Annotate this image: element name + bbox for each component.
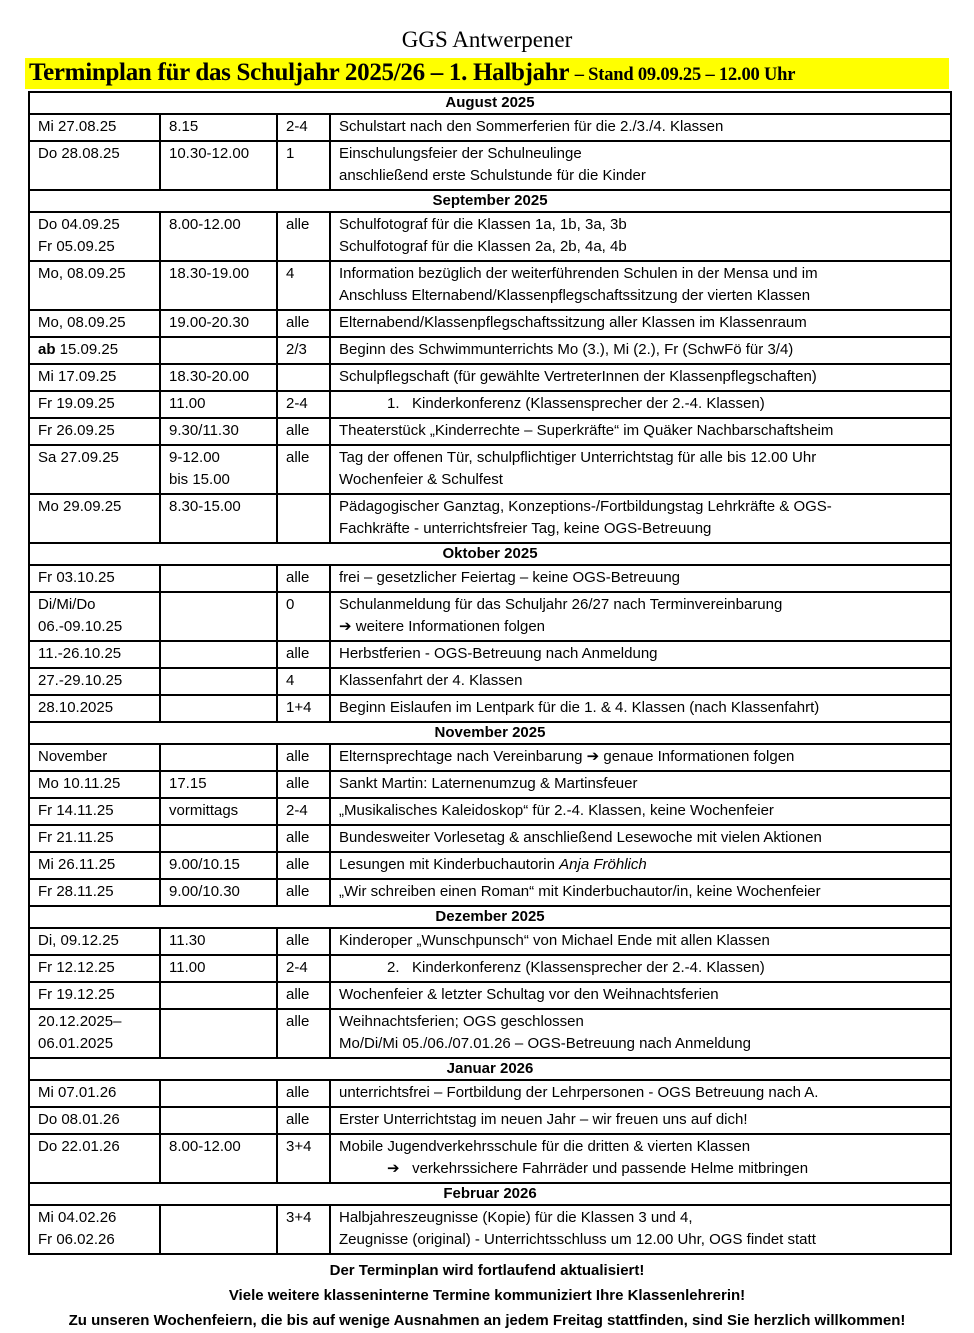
date-cell bbox=[29, 261, 160, 310]
cell-line: 9-12.00 bbox=[169, 449, 220, 466]
cell-line: 8.00-12.00 bbox=[169, 1138, 241, 1155]
cell-line: unterrichtsfrei – Fortbildung der Lehrpersonen - OGS Betreuung nach A. bbox=[339, 1084, 819, 1101]
date-cell bbox=[29, 641, 160, 668]
cell-line: 11.00 bbox=[169, 959, 206, 976]
time-cell bbox=[160, 641, 277, 668]
cell-line: bis 15.00 bbox=[169, 471, 230, 488]
cell-line: 2. Kinderkonferenz (Klassensprecher der 2.-4. Klassen) bbox=[387, 959, 765, 976]
cell-line: ab 15.09.25 bbox=[38, 341, 119, 358]
cell-line: Mo 29.09.25 bbox=[38, 498, 122, 515]
cell-line: Wochenfeier & Schulfest bbox=[339, 471, 503, 488]
time-cell bbox=[160, 982, 277, 1009]
cell-line: Tag der offenen Tür, schulpflichtiger Unterrichtstag für alle bis 12.00 Uhr bbox=[339, 449, 817, 466]
classes-cell bbox=[277, 744, 330, 771]
cell-line: Fr 19.09.25 bbox=[38, 395, 115, 412]
month-header: September 2025 bbox=[29, 190, 951, 212]
schedule-table bbox=[28, 91, 952, 1255]
time-cell bbox=[160, 695, 277, 722]
event-row bbox=[29, 141, 951, 190]
footer-line: Zu unseren Wochenfeiern, die bis auf wenige Ausnahmen an jedem Freitag stattfinden, sind Sie herzlich willkommen! bbox=[68, 1312, 906, 1329]
description-cell bbox=[330, 695, 951, 722]
date-cell bbox=[29, 212, 160, 261]
school-name: GGS Antwerpener bbox=[401, 27, 573, 52]
date-cell bbox=[29, 982, 160, 1009]
date-cell bbox=[29, 928, 160, 955]
footer-line: Viele weitere klasseninterne Termine kommuniziert Ihre Klassenlehrerin! bbox=[228, 1287, 746, 1304]
cell-line: alle bbox=[286, 748, 310, 765]
event-row bbox=[29, 1009, 951, 1058]
cell-line: Fr 28.11.25 bbox=[38, 883, 114, 900]
time-cell bbox=[160, 114, 277, 141]
cell-line: vormittags bbox=[169, 802, 239, 819]
event-row bbox=[29, 879, 951, 906]
event-row bbox=[29, 592, 951, 641]
cell-line: alle bbox=[286, 829, 310, 846]
classes-cell bbox=[277, 141, 330, 190]
event-row bbox=[29, 668, 951, 695]
month-header: August 2025 bbox=[29, 92, 951, 114]
cell-line: alle bbox=[286, 775, 310, 792]
cell-line: Zeugnisse (original) - Unterrichtsschluss um 12.00 Uhr, OGS findet statt bbox=[339, 1231, 816, 1248]
cell-line: Mo, 08.09.25 bbox=[38, 314, 126, 331]
classes-cell bbox=[277, 771, 330, 798]
cell-line: Theaterstück „Kinderrechte – Superkräfte“ im Quäker Nachbarschaftsheim bbox=[339, 422, 834, 439]
description-cell bbox=[330, 744, 951, 771]
classes-cell bbox=[277, 928, 330, 955]
month-header: Oktober 2025 bbox=[29, 543, 951, 565]
time-cell bbox=[160, 592, 277, 641]
description-cell bbox=[330, 445, 951, 494]
cell-line: Fr 03.10.25 bbox=[38, 569, 115, 586]
description-cell bbox=[330, 114, 951, 141]
date-cell bbox=[29, 391, 160, 418]
event-row bbox=[29, 114, 951, 141]
month-header-row bbox=[29, 1058, 951, 1080]
cell-line: ➔ verkehrssichere Fahrräder und passende Helme mitbringen bbox=[387, 1160, 809, 1177]
cell-line: alle bbox=[286, 449, 310, 466]
time-cell bbox=[160, 852, 277, 879]
cell-line: Fr 21.11.25 bbox=[38, 829, 114, 846]
event-row bbox=[29, 955, 951, 982]
event-row bbox=[29, 928, 951, 955]
date-cell bbox=[29, 1080, 160, 1107]
cell-line: 11.30 bbox=[169, 932, 206, 949]
cell-line: Mi 07.01.26 bbox=[38, 1084, 117, 1101]
cell-line: 10.30-12.00 bbox=[169, 145, 250, 162]
cell-line: Schulfotograf für die Klassen 2a, 2b, 4a, 4b bbox=[339, 238, 627, 255]
event-row bbox=[29, 825, 951, 852]
cell-line: „Musikalisches Kaleidoskop“ für 2.-4. Klassen, keine Wochenfeier bbox=[339, 802, 774, 819]
cell-line: Sankt Martin: Laternenumzug & Martinsfeuer bbox=[339, 775, 638, 792]
cell-line: Pädagogischer Ganztag, Konzeptions-/Fortbildungstag Lehrkräfte & OGS- bbox=[339, 498, 832, 515]
time-cell bbox=[160, 364, 277, 391]
time-cell bbox=[160, 955, 277, 982]
classes-cell bbox=[277, 418, 330, 445]
cell-line: Schulstart nach den Sommerferien für die 2./3./4. Klassen bbox=[339, 118, 724, 135]
cell-line: 9.00/10.15 bbox=[169, 856, 240, 873]
event-row bbox=[29, 852, 951, 879]
month-header-row bbox=[29, 92, 951, 114]
date-cell bbox=[29, 141, 160, 190]
date-cell bbox=[29, 1107, 160, 1134]
time-cell bbox=[160, 744, 277, 771]
cell-line: 19.00-20.30 bbox=[169, 314, 250, 331]
classes-cell bbox=[277, 668, 330, 695]
event-row bbox=[29, 1134, 951, 1183]
description-cell bbox=[330, 337, 951, 364]
cell-line: „Wir schreiben einen Roman“ mit Kinderbuchautor/in, keine Wochenfeier bbox=[339, 883, 821, 900]
cell-line: 3+4 bbox=[286, 1138, 312, 1155]
time-cell bbox=[160, 212, 277, 261]
classes-cell bbox=[277, 1107, 330, 1134]
date-cell bbox=[29, 565, 160, 592]
time-cell bbox=[160, 668, 277, 695]
date-cell bbox=[29, 364, 160, 391]
month-header-row bbox=[29, 543, 951, 565]
cell-line: Di, 09.12.25 bbox=[38, 932, 119, 949]
cell-line: Fr 05.09.25 bbox=[38, 238, 115, 255]
cell-line: Erster Unterrichtstag im neuen Jahr – wir freuen uns auf dich! bbox=[339, 1111, 748, 1128]
cell-line: 9.00/10.30 bbox=[169, 883, 240, 900]
time-cell bbox=[160, 445, 277, 494]
event-row bbox=[29, 695, 951, 722]
date-cell bbox=[29, 825, 160, 852]
cell-line: Information bezüglich der weiterführenden Schulen in der Mensa und im bbox=[339, 265, 818, 282]
date-cell bbox=[29, 852, 160, 879]
event-row bbox=[29, 771, 951, 798]
description-cell bbox=[330, 668, 951, 695]
time-cell bbox=[160, 879, 277, 906]
cell-line: Elternsprechtage nach Vereinbarung ➔ genaue Informationen folgen bbox=[339, 748, 795, 765]
date-cell bbox=[29, 771, 160, 798]
cell-line: Beginn Eislaufen im Lentpark für die 1. & 4. Klassen (nach Klassenfahrt) bbox=[339, 699, 820, 716]
cell-line: Elternabend/Klassenpflegschaftssitzung aller Klassen im Klassenraum bbox=[339, 314, 807, 331]
classes-cell bbox=[277, 114, 330, 141]
cell-line: Mo/Di/Mi 05./06./07.01.26 – OGS-Betreuung nach Anmeldung bbox=[339, 1035, 751, 1052]
cell-line: Mi 04.02.26 bbox=[38, 1209, 117, 1226]
date-cell bbox=[29, 879, 160, 906]
page-title-main: Terminplan für das Schuljahr 2025/26 – 1. Halbjahr bbox=[29, 59, 575, 86]
month-header-row bbox=[29, 906, 951, 928]
classes-cell bbox=[277, 695, 330, 722]
time-cell bbox=[160, 261, 277, 310]
description-cell bbox=[330, 141, 951, 190]
page-title bbox=[25, 58, 949, 89]
cell-line: Fr 26.09.25 bbox=[38, 422, 115, 439]
event-row bbox=[29, 337, 951, 364]
month-header-row bbox=[29, 722, 951, 744]
description-cell bbox=[330, 310, 951, 337]
classes-cell bbox=[277, 1080, 330, 1107]
cell-line: 06.01.2025 bbox=[38, 1035, 114, 1052]
cell-line: 8.15 bbox=[169, 118, 199, 135]
date-cell bbox=[29, 445, 160, 494]
classes-cell bbox=[277, 879, 330, 906]
event-row bbox=[29, 744, 951, 771]
classes-cell bbox=[277, 982, 330, 1009]
date-cell bbox=[29, 695, 160, 722]
cell-line: 2-4 bbox=[286, 118, 308, 135]
date-cell bbox=[29, 1009, 160, 1058]
description-cell bbox=[330, 391, 951, 418]
cell-line: Bundesweiter Vorlesetag & anschließend Lesewoche mit vielen Aktionen bbox=[339, 829, 822, 846]
cell-line: alle bbox=[286, 314, 310, 331]
cell-line: Mi 26.11.25 bbox=[38, 856, 116, 873]
description-cell bbox=[330, 494, 951, 543]
time-cell bbox=[160, 310, 277, 337]
time-cell bbox=[160, 1107, 277, 1134]
description-cell bbox=[330, 261, 951, 310]
description-cell bbox=[330, 418, 951, 445]
time-cell bbox=[160, 565, 277, 592]
cell-line: 20.12.2025– bbox=[38, 1013, 122, 1030]
cell-line: frei – gesetzlicher Feiertag – keine OGS-Betreuung bbox=[339, 569, 681, 586]
cell-line: alle bbox=[286, 569, 310, 586]
event-row bbox=[29, 261, 951, 310]
cell-line: Halbjahreszeugnisse (Kopie) für die Klassen 3 und 4, bbox=[339, 1209, 693, 1226]
time-cell bbox=[160, 825, 277, 852]
cell-line: Di/Mi/Do bbox=[38, 596, 96, 613]
description-cell bbox=[330, 641, 951, 668]
date-cell bbox=[29, 798, 160, 825]
time-cell bbox=[160, 798, 277, 825]
cell-line: 1 bbox=[286, 145, 295, 162]
time-cell bbox=[160, 1205, 277, 1254]
cell-line: 8.00-12.00 bbox=[169, 216, 241, 233]
cell-line: Do 04.09.25 bbox=[38, 216, 120, 233]
description-cell bbox=[330, 565, 951, 592]
date-cell bbox=[29, 494, 160, 543]
description-cell bbox=[330, 955, 951, 982]
date-cell bbox=[29, 1205, 160, 1254]
cell-line: Lesungen mit Kinderbuchautorin Anja Fröhlich bbox=[339, 856, 647, 873]
cell-line: alle bbox=[286, 883, 310, 900]
cell-line: ➔ weitere Informationen folgen bbox=[339, 618, 546, 635]
event-row bbox=[29, 798, 951, 825]
cell-line: alle bbox=[286, 1013, 310, 1030]
month-header: Januar 2026 bbox=[29, 1058, 951, 1080]
time-cell bbox=[160, 494, 277, 543]
classes-cell bbox=[277, 592, 330, 641]
event-row bbox=[29, 982, 951, 1009]
event-row bbox=[29, 1080, 951, 1107]
event-row bbox=[29, 364, 951, 391]
classes-cell bbox=[277, 825, 330, 852]
description-cell bbox=[330, 825, 951, 852]
classes-cell bbox=[277, 364, 330, 391]
cell-line: Mobile Jugendverkehrsschule für die dritten & vierten Klassen bbox=[339, 1138, 751, 1155]
cell-line: Mo, 08.09.25 bbox=[38, 265, 126, 282]
event-row bbox=[29, 212, 951, 261]
classes-cell bbox=[277, 1134, 330, 1183]
description-cell bbox=[330, 852, 951, 879]
cell-line: Schulfotograf für die Klassen 1a, 1b, 3a, 3b bbox=[339, 216, 627, 233]
event-row bbox=[29, 1205, 951, 1254]
month-header-row bbox=[29, 1183, 951, 1205]
month-header: Dezember 2025 bbox=[29, 906, 951, 928]
time-cell bbox=[160, 141, 277, 190]
cell-line: Do 28.08.25 bbox=[38, 145, 120, 162]
cell-line: 2-4 bbox=[286, 802, 308, 819]
description-cell bbox=[330, 1080, 951, 1107]
description-cell bbox=[330, 1009, 951, 1058]
classes-cell bbox=[277, 641, 330, 668]
time-cell bbox=[160, 391, 277, 418]
cell-line: Fr 12.12.25 bbox=[38, 959, 115, 976]
description-cell bbox=[330, 592, 951, 641]
date-cell bbox=[29, 955, 160, 982]
time-cell bbox=[160, 418, 277, 445]
cell-line: Do 22.01.26 bbox=[38, 1138, 120, 1155]
month-header-row bbox=[29, 190, 951, 212]
cell-line: Mi 17.09.25 bbox=[38, 368, 117, 385]
date-cell bbox=[29, 668, 160, 695]
classes-cell bbox=[277, 337, 330, 364]
cell-line: 18.30-19.00 bbox=[169, 265, 250, 282]
cell-line: Sa 27.09.25 bbox=[38, 449, 119, 466]
description-cell bbox=[330, 928, 951, 955]
footer-line: Der Terminplan wird fortlaufend aktualisiert! bbox=[329, 1262, 645, 1279]
cell-line: 4 bbox=[286, 672, 295, 689]
description-cell bbox=[330, 1134, 951, 1183]
cell-line: alle bbox=[286, 1084, 310, 1101]
classes-cell bbox=[277, 212, 330, 261]
time-cell bbox=[160, 1009, 277, 1058]
description-cell bbox=[330, 364, 951, 391]
cell-line: Fr 06.02.26 bbox=[38, 1231, 115, 1248]
classes-cell bbox=[277, 310, 330, 337]
classes-cell bbox=[277, 261, 330, 310]
cell-line: Fachkräfte - unterrichtsfreier Tag, keine OGS-Betreuung bbox=[339, 520, 712, 537]
description-cell bbox=[330, 1205, 951, 1254]
cell-line: Schulanmeldung für das Schuljahr 26/27 nach Terminvereinbarung bbox=[339, 596, 783, 613]
time-cell bbox=[160, 928, 277, 955]
cell-line: Schulpflegschaft (für gewählte VertreterInnen der Klassenpflegschaften) bbox=[339, 368, 817, 385]
cell-line: 28.10.2025 bbox=[38, 699, 114, 716]
description-cell bbox=[330, 982, 951, 1009]
date-cell bbox=[29, 744, 160, 771]
cell-line: 18.30-20.00 bbox=[169, 368, 250, 385]
time-cell bbox=[160, 1134, 277, 1183]
classes-cell bbox=[277, 852, 330, 879]
event-row bbox=[29, 1107, 951, 1134]
page-title-stand: – Stand 09.09.25 – 12.00 Uhr bbox=[574, 65, 796, 85]
cell-line: anschließend erste Schulstunde für die Kinder bbox=[339, 167, 646, 184]
cell-line: 1. Kinderkonferenz (Klassensprecher der 2.-4. Klassen) bbox=[387, 395, 765, 412]
cell-line: 17.15 bbox=[169, 775, 207, 792]
classes-cell bbox=[277, 494, 330, 543]
classes-cell bbox=[277, 391, 330, 418]
footer-notes bbox=[0, 1258, 974, 1333]
cell-line: alle bbox=[286, 856, 310, 873]
date-cell bbox=[29, 418, 160, 445]
cell-line: 2-4 bbox=[286, 395, 308, 412]
classes-cell bbox=[277, 1205, 330, 1254]
cell-line: alle bbox=[286, 645, 310, 662]
month-header: November 2025 bbox=[29, 722, 951, 744]
cell-line: alle bbox=[286, 986, 310, 1003]
cell-line: Herbstferien - OGS-Betreuung nach Anmeldung bbox=[339, 645, 658, 662]
cell-line: 4 bbox=[286, 265, 295, 282]
cell-line: 2-4 bbox=[286, 959, 308, 976]
cell-line: alle bbox=[286, 216, 310, 233]
cell-line: alle bbox=[286, 932, 310, 949]
cell-line: Do 08.01.26 bbox=[38, 1111, 120, 1128]
description-cell bbox=[330, 879, 951, 906]
cell-line: alle bbox=[286, 1111, 310, 1128]
time-cell bbox=[160, 771, 277, 798]
cell-line: Fr 19.12.25 bbox=[38, 986, 115, 1003]
event-row bbox=[29, 391, 951, 418]
date-cell bbox=[29, 310, 160, 337]
date-cell bbox=[29, 337, 160, 364]
description-cell bbox=[330, 212, 951, 261]
cell-line: 9.30/11.30 bbox=[169, 422, 239, 439]
cell-line: 0 bbox=[286, 596, 295, 613]
cell-line: 1+4 bbox=[286, 699, 312, 716]
cell-line: Mo 10.11.25 bbox=[38, 775, 121, 792]
cell-line: Kinderoper „Wunschpunsch“ von Michael Ende mit allen Klassen bbox=[339, 932, 770, 949]
date-cell bbox=[29, 1134, 160, 1183]
time-cell bbox=[160, 1080, 277, 1107]
date-cell bbox=[29, 592, 160, 641]
cell-line: 27.-29.10.25 bbox=[38, 672, 123, 689]
classes-cell bbox=[277, 445, 330, 494]
cell-line: Klassenfahrt der 4. Klassen bbox=[339, 672, 523, 689]
time-cell bbox=[160, 337, 277, 364]
classes-cell bbox=[277, 1009, 330, 1058]
cell-line: 11.-26.10.25 bbox=[38, 645, 122, 662]
event-row bbox=[29, 310, 951, 337]
classes-cell bbox=[277, 955, 330, 982]
cell-line: 11.00 bbox=[169, 395, 206, 412]
cell-line: Einschulungsfeier der Schulneulinge bbox=[339, 145, 582, 162]
cell-line: 2/3 bbox=[286, 341, 307, 358]
cell-line: Anschluss Elternabend/Klassenpflegschaftssitzung der vierten Klassen bbox=[339, 287, 811, 304]
event-row bbox=[29, 565, 951, 592]
classes-cell bbox=[277, 565, 330, 592]
description-cell bbox=[330, 798, 951, 825]
description-cell bbox=[330, 771, 951, 798]
date-cell bbox=[29, 114, 160, 141]
cell-line: 8.30-15.00 bbox=[169, 498, 241, 515]
event-row bbox=[29, 445, 951, 494]
cell-line: Fr 14.11.25 bbox=[38, 802, 114, 819]
cell-line: Wochenfeier & letzter Schultag vor den Weihnachtsferien bbox=[339, 986, 719, 1003]
month-header: Februar 2026 bbox=[29, 1183, 951, 1205]
event-row bbox=[29, 494, 951, 543]
cell-line: Beginn des Schwimmunterrichts Mo (3.), Mi (2.), Fr (SchwFö für 3/4) bbox=[339, 341, 794, 358]
classes-cell bbox=[277, 798, 330, 825]
cell-line: Weihnachtsferien; OGS geschlossen bbox=[339, 1013, 584, 1030]
cell-line: 3+4 bbox=[286, 1209, 312, 1226]
description-cell bbox=[330, 1107, 951, 1134]
cell-line: 06.-09.10.25 bbox=[38, 618, 123, 635]
event-row bbox=[29, 641, 951, 668]
cell-line: November bbox=[38, 748, 108, 765]
cell-line: Mi 27.08.25 bbox=[38, 118, 117, 135]
event-row bbox=[29, 418, 951, 445]
cell-line: alle bbox=[286, 422, 310, 439]
